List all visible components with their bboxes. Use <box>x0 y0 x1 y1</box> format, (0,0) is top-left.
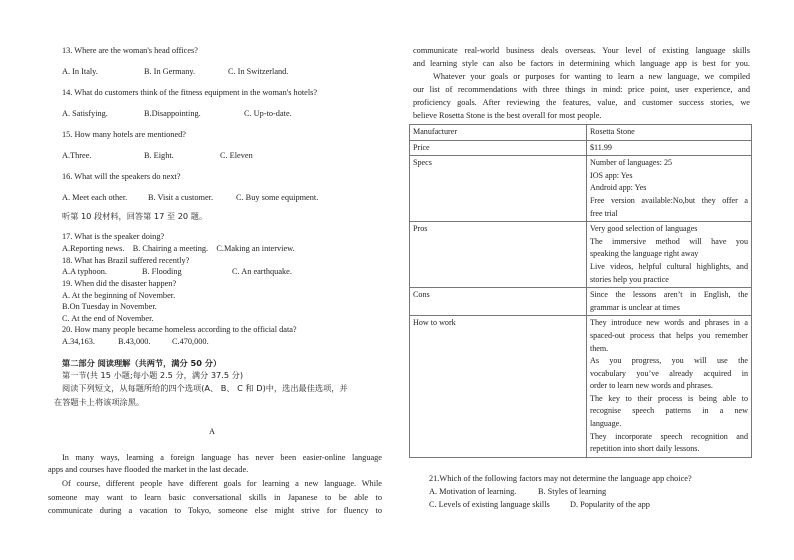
table-value-cell <box>587 140 752 156</box>
table-value-line: $11.99 <box>590 142 612 152</box>
table-value-line: free trial <box>590 208 618 218</box>
table-value-line: vocabulary you’ve already acquired in <box>590 368 748 378</box>
table-key-cell: Manufacturer <box>410 125 587 141</box>
table-row <box>410 140 752 156</box>
q20-option-c[interactable]: C.470,000. <box>172 337 209 346</box>
table-value-line: Rosetta Stone <box>590 127 635 136</box>
q13-option-a[interactable]: A. In Italy. <box>62 67 98 76</box>
q19-option-c[interactable]: C. At the end of November. <box>62 314 154 323</box>
q14-option-c[interactable]: C. Up-to-date. <box>244 109 292 118</box>
q16-option-b[interactable]: B. Visit a customer. <box>148 193 214 202</box>
q13-question: 13. Where are the woman's head offices? <box>62 46 198 55</box>
reading-section-title: 第一节(共 15 小题;每小题 2.5 分，满分 37.5 分) <box>62 370 244 380</box>
q19-option-a[interactable]: A. At the beginning of November. <box>62 291 176 300</box>
table-value-line: order to learn new words and phrases. <box>590 381 713 391</box>
table-value-line: They incorporate speech recognition and <box>590 431 748 441</box>
q15-option-a[interactable]: A.Three. <box>62 151 92 160</box>
table-row <box>410 156 752 222</box>
passage-right-line-3: Whatever your goals or purposes for wanting to learn a new language, we compiled <box>433 72 750 81</box>
passage-line-2: apps and courses have flooded the market in the last decade. <box>48 465 249 474</box>
table-value-line: them. <box>590 343 609 353</box>
q21-option-a[interactable]: A. Motivation of learning. <box>429 487 517 496</box>
q19-question: 19. When did the disaster happen? <box>62 279 177 288</box>
q18-question: 18. What has Brazil suffered recently? <box>62 256 190 265</box>
q13-option-c[interactable]: C. In Switzerland. <box>228 67 289 76</box>
q19-option-b[interactable]: B.On Tuesday in November. <box>62 302 157 311</box>
passage-label: A <box>209 427 215 436</box>
table-row <box>410 125 752 141</box>
q14-option-a[interactable]: A. Satisfying. <box>62 109 108 118</box>
table-row <box>410 222 752 288</box>
table-value-line: As you progress, you will use the <box>590 356 748 366</box>
table-value-cell <box>587 156 752 222</box>
q21-option-c[interactable]: C. Levels of existing language skills <box>429 500 550 509</box>
reading-instruction-1: 阅读下列短文，从每题所给的四个选项(A、 B、 C 和 D)中，选出最佳选项，并 <box>62 383 348 393</box>
table-value-line: recognise speech patterns in a new <box>590 406 748 416</box>
table-value-cell <box>587 222 752 288</box>
table-key-cell: How to work <box>410 316 587 458</box>
q20-option-b[interactable]: B.43,000. <box>118 337 151 346</box>
q15-option-c[interactable]: C. Eleven <box>220 151 253 160</box>
table-value-line: IOS app: Yes <box>590 170 633 180</box>
q20-question: 20. How many people became homeless according to the official data? <box>62 325 297 334</box>
reading-instruction-2: 在答题卡上将该项涂黑。 <box>54 397 145 407</box>
table-value-line: spaced-out process that helps you remember <box>590 330 748 340</box>
q18-option-b[interactable]: B. Flooding <box>142 267 182 276</box>
passage-right-line-2: and learning style can also be factors in determining which language app is best for you. <box>413 59 750 68</box>
passage-line-3: Of course, different people have different goals for learning a new language. While <box>62 479 382 488</box>
table-value-line: They introduce new words and phrases in a <box>590 318 748 328</box>
q17-options[interactable]: A.Reporting news. B. Chairing a meeting. C.Making an interview. <box>62 244 295 253</box>
q16-question: 16. What will the speakers do next? <box>62 172 181 181</box>
q14-question: 14. What do customers think of the fitness equipment in the woman's hotels? <box>62 88 318 97</box>
q21-question: 21.Which of the following factors may not determine the language app choice? <box>429 474 692 483</box>
q20-option-a[interactable]: A.34,163. <box>62 337 95 346</box>
table-value-cell <box>587 125 752 141</box>
table-key-cell: Cons <box>410 288 587 316</box>
table-value-line: Android app: Yes <box>590 183 647 193</box>
table-value-cell <box>587 288 752 316</box>
table-row <box>410 316 752 458</box>
q16-option-a[interactable]: A. Meet each other. <box>62 193 128 202</box>
passage-right-line-6: believe Rosetta Stone is the best overall for most people. <box>413 111 602 120</box>
table-key-cell: Pros <box>410 222 587 288</box>
section10-instruction: 听第 10 段材料，回答第 17 至 20 题。 <box>62 211 208 221</box>
q16-option-c[interactable]: C. Buy some equipment. <box>236 193 319 202</box>
table-value-line: repetition into short daily lessons. <box>590 444 700 454</box>
table-value-line: Very good selection of languages <box>590 224 698 234</box>
q21-option-d[interactable]: D. Popularity of the app <box>570 500 650 509</box>
passage-line-4: someone may want to learn basic conversational skills in Japanese to be able to <box>48 493 382 502</box>
table-value-line: language. <box>590 419 622 429</box>
table-value-line: The key to their process is being able to <box>590 393 748 403</box>
table-value-line: Number of languages: 25 <box>590 158 673 168</box>
table-value-line: grammar is unclear at times <box>590 302 680 312</box>
passage-line-1: In many ways, learning a foreign language has never been easier-online language <box>62 453 382 462</box>
table-value-line: Free version available:No,but they offer a <box>590 195 748 205</box>
table-value-cell <box>587 316 752 458</box>
q15-option-b[interactable]: B. Eight. <box>144 151 174 160</box>
rosetta-stone-table <box>409 124 752 458</box>
table-value-line: The immersive method will have you <box>590 236 748 246</box>
passage-right-line-1: communicate real-world business deals overseas. Your level of existing language skills <box>413 46 750 55</box>
table-row <box>410 288 752 316</box>
q14-option-b[interactable]: B.Disappointing. <box>144 109 201 118</box>
q18-option-c[interactable]: C. An earthquake. <box>232 267 292 276</box>
table-key-cell: Price <box>410 140 587 156</box>
table-key-cell: Specs <box>410 156 587 222</box>
q18-option-a[interactable]: A.A typhoon. <box>62 267 107 276</box>
q17-question: 17. What is the speaker doing? <box>62 232 165 241</box>
q21-option-b[interactable]: B. Styles of learning <box>538 487 607 496</box>
passage-line-5: communicate during a vacation to Tokyo, someone else might strive for fluency to <box>48 506 382 515</box>
reading-part-title: 第二部分 阅读理解（共两节，满分 50 分） <box>62 358 222 368</box>
table-value-line: speaking the language right away <box>590 249 699 259</box>
table-value-line: stories help you practice <box>590 274 669 284</box>
table-value-line: Since the lessons aren’t in English, the <box>590 290 748 300</box>
passage-right-line-5: proficiency goals. After reviewing the features, value, and customer success stories, we <box>413 98 750 107</box>
q15-question: 15. How many hotels are mentioned? <box>62 130 186 139</box>
q13-option-b[interactable]: B. In Germany. <box>144 67 196 76</box>
passage-right-line-4: our list of recommendations with three things in mind: price point, user experience, and <box>413 85 750 94</box>
table-value-line: Live videos, helpful cultural highlights, and <box>590 261 748 271</box>
